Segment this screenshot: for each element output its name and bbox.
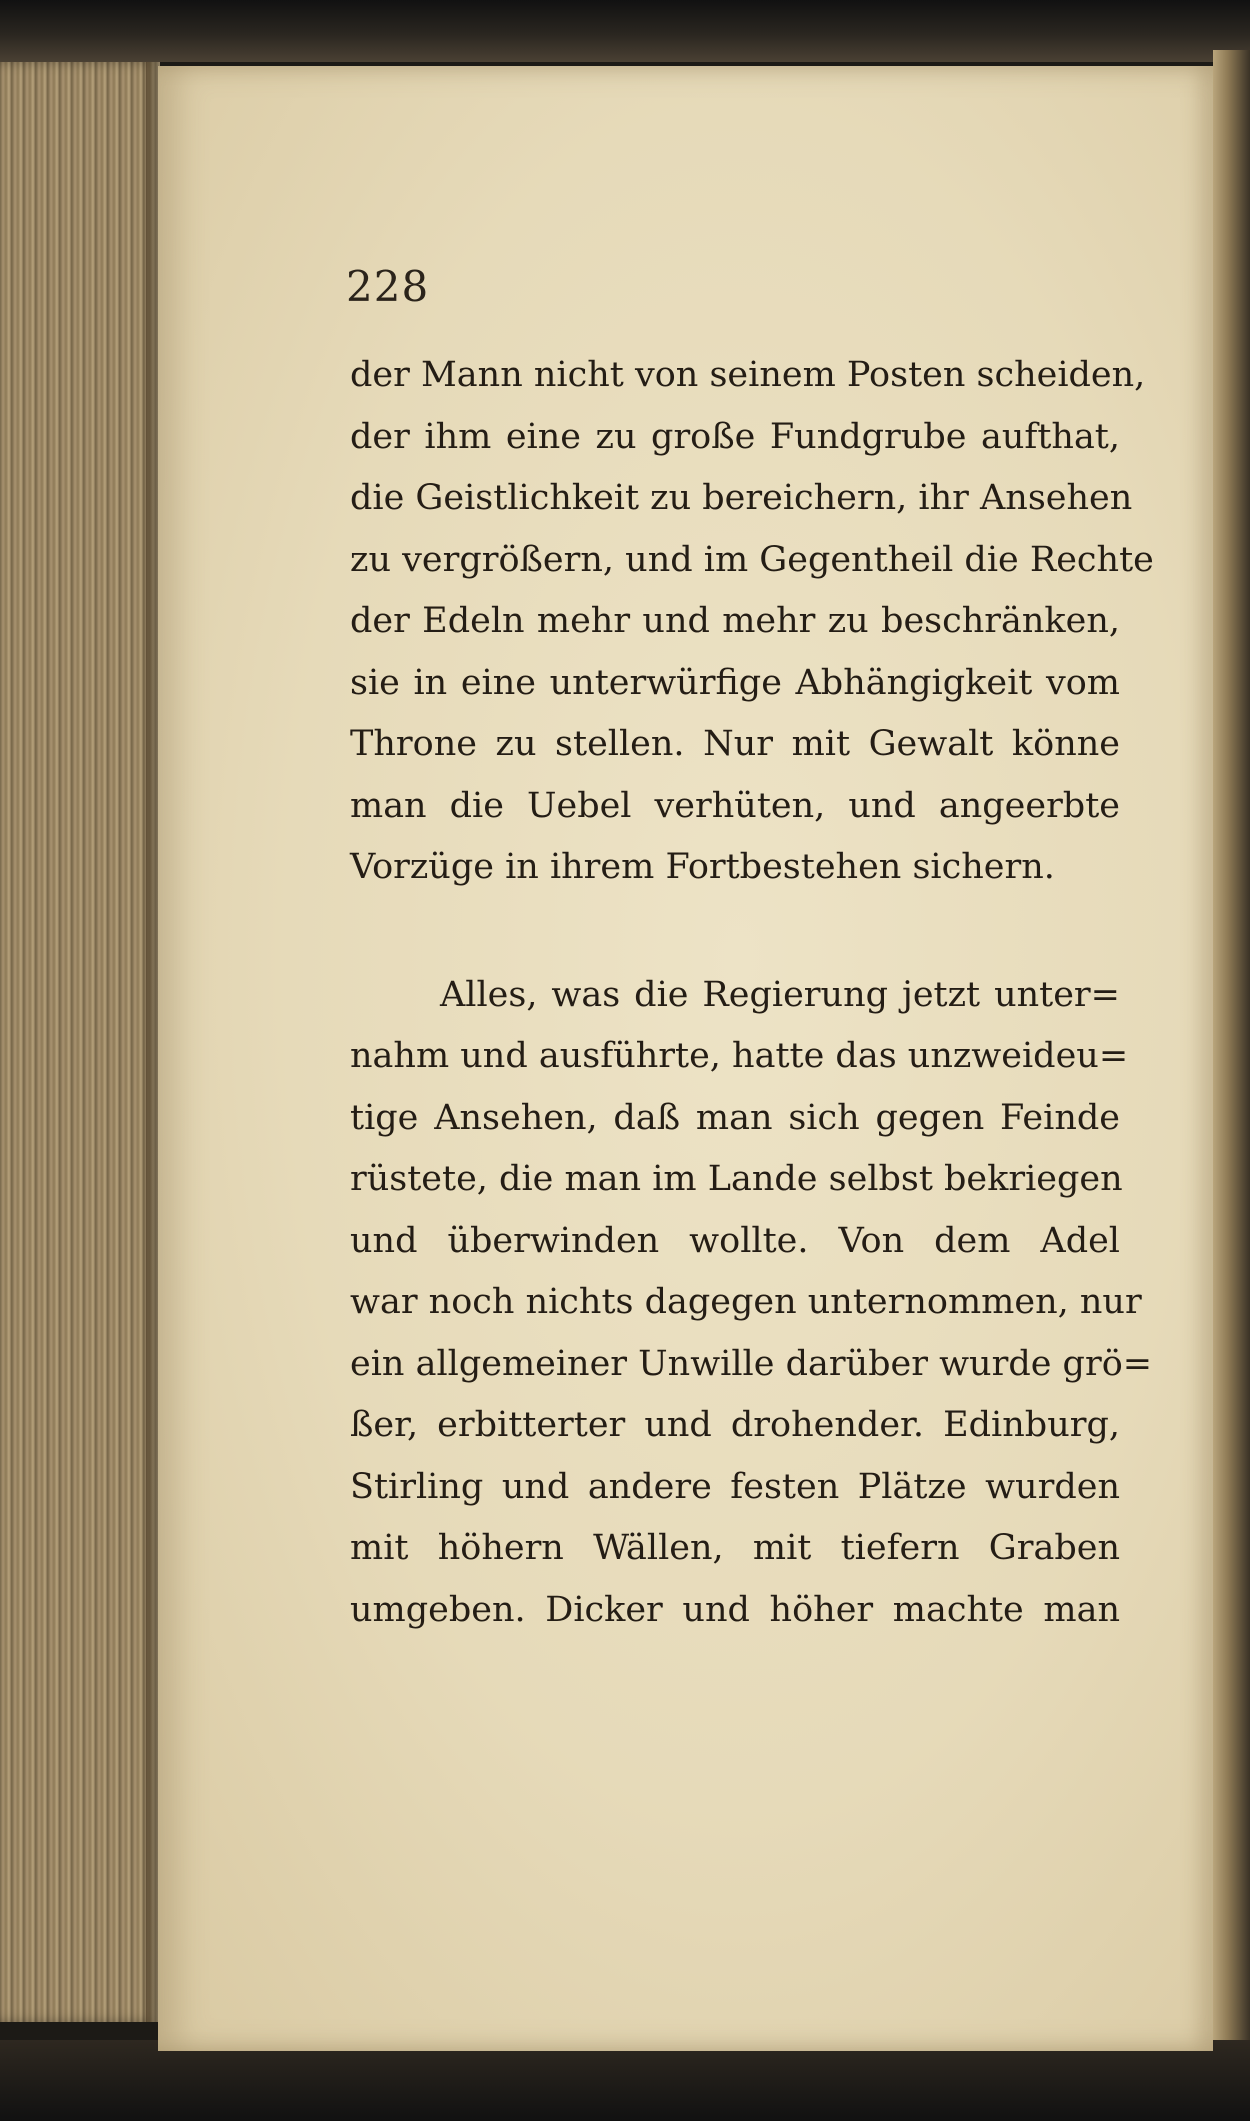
text-line: rüstete, die man im Lande selbst bekriegen xyxy=(350,1159,1123,1199)
text-line: man die Uebel verhüten, und angeerbte xyxy=(350,785,1120,826)
text-line: nahm und ausführte, hatte das unzweideu= xyxy=(350,1036,1129,1076)
text-line: Alles, was die Regierung jetzt unter= xyxy=(440,974,1120,1015)
text-line: umgeben. Dicker und höher machte man xyxy=(350,1589,1120,1630)
text-line: ein allgemeiner Unwille darüber wurde grö= xyxy=(350,1343,1153,1384)
text-line: war noch nichts dagegen unternommen, nur xyxy=(350,1282,1142,1322)
text-line: zu vergrößern, und im Gegentheil die Rechte xyxy=(350,539,1154,580)
paragraph-gap xyxy=(350,899,1120,965)
text-line: ßer, erbitterter und drohender. Edinburg, xyxy=(350,1405,1120,1445)
page-text xyxy=(350,345,1154,1641)
text-line: der Mann nicht von seinem Posten scheiden, xyxy=(350,355,1146,395)
book-bottom-edge xyxy=(0,2040,1250,2121)
text-line: tige Ansehen, daß man sich gegen Feinde xyxy=(350,1097,1120,1138)
text-line: der ihm eine zu große Fundgrube aufthat, xyxy=(350,416,1120,457)
book-top-edge xyxy=(0,0,1250,62)
page-number: 228 xyxy=(346,262,430,311)
text-line: mit höhern Wällen, mit tiefern Graben xyxy=(350,1528,1120,1568)
book-right-edge xyxy=(1213,50,1250,2070)
text-line: Throne zu stellen. Nur mit Gewalt könne xyxy=(350,724,1120,764)
text-line: Vorzüge in ihrem Fortbestehen sichern. xyxy=(350,847,1055,887)
text-line: Stirling und andere festen Plätze wurden xyxy=(350,1466,1120,1507)
page-stack-edge xyxy=(0,62,160,2022)
paragraph-1 xyxy=(350,345,1154,899)
text-line: sie in eine unterwürfige Abhängigkeit vom xyxy=(350,662,1120,703)
text-line: der Edeln mehr und mehr zu beschränken, xyxy=(350,601,1120,641)
text-line: die Geistlichkeit zu bereichern, ihr Ansehen xyxy=(350,478,1133,518)
text-line: und überwinden wollte. Von dem Adel xyxy=(350,1220,1120,1261)
paragraph-2 xyxy=(350,965,1153,1642)
